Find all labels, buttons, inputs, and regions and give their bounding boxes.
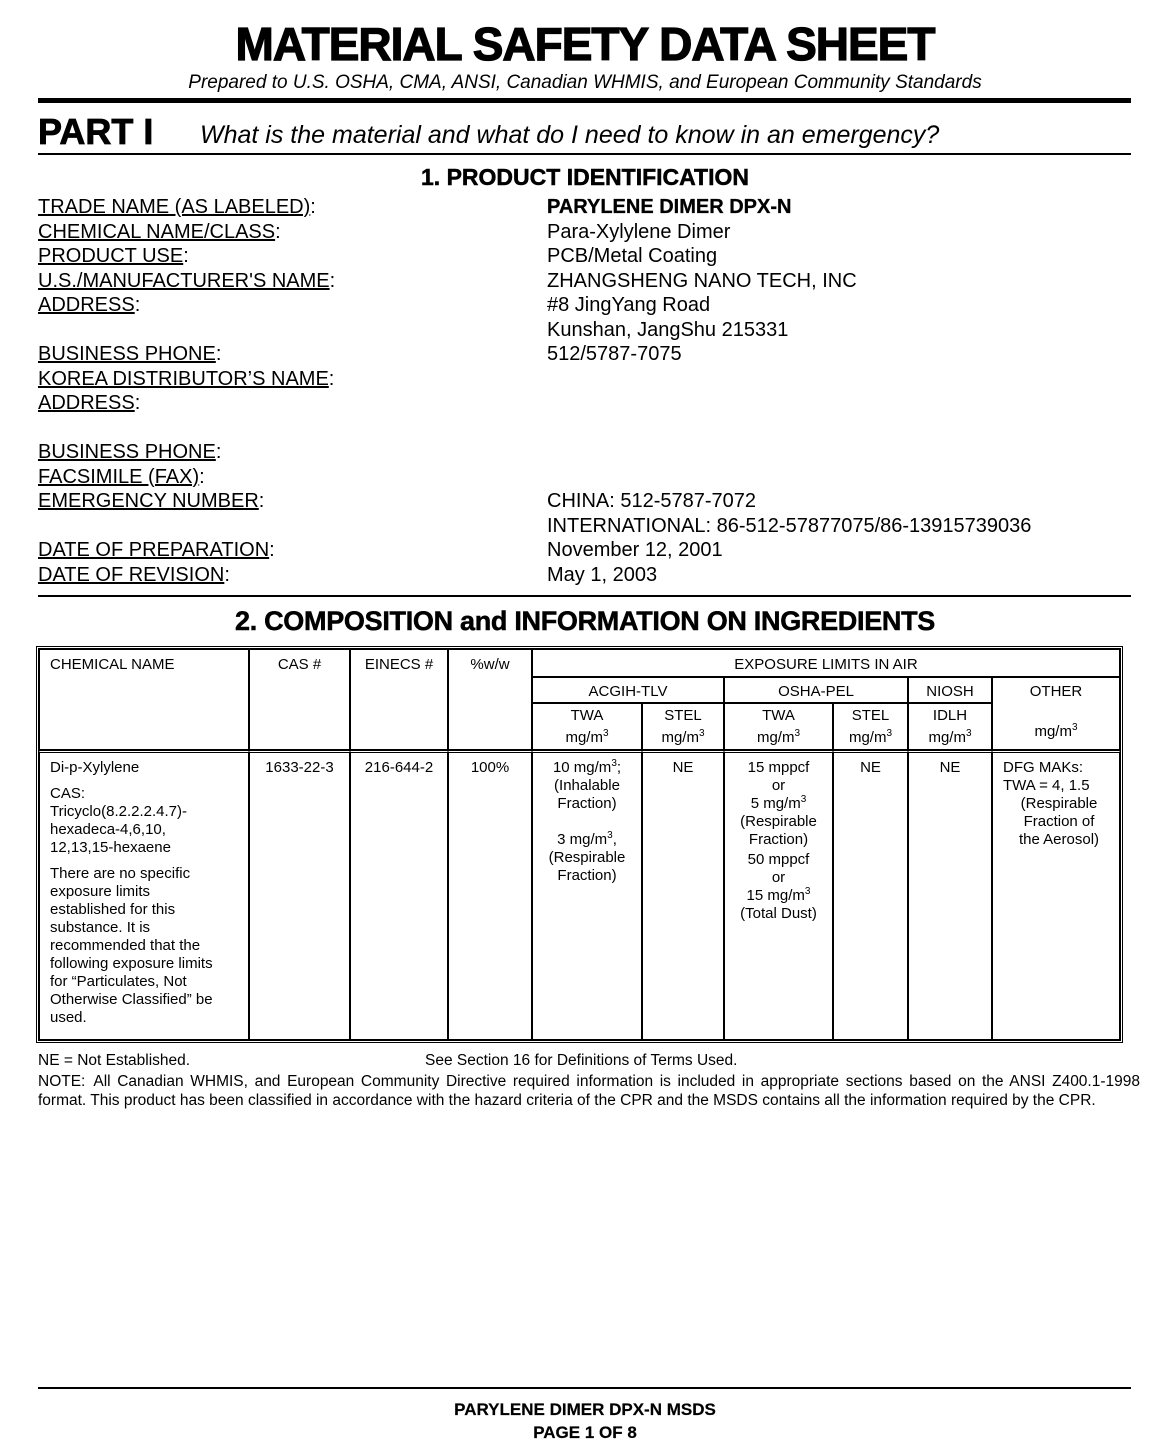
- id-row-label: BUSINESS PHONE:: [38, 343, 222, 365]
- document-title: MATERIAL SAFETY DATA SHEET: [235, 18, 935, 70]
- id-row-label: FACSIMILE (FAX):: [38, 465, 205, 488]
- id-row-value: May 1, 2003: [547, 563, 658, 586]
- id-row-value: November 12, 2001: [547, 539, 723, 561]
- part-question: What is the material and what do I need to know in an emergency?: [200, 121, 940, 149]
- id-row-value: 512/5787-7075: [547, 343, 682, 365]
- header-osha-twa: TWA $mg/m^3$: [724, 703, 833, 750]
- id-row-value: CHINA: 512-5787-7072: [547, 490, 757, 512]
- cell-acgih-twa: 10 $mg/m^3$; (Inhalable Fraction) 3 $mg/m^3$, (Respirable Fraction): [532, 750, 642, 1040]
- header-einecs: EINECS #: [350, 649, 448, 750]
- id-row: [38, 269, 1138, 294]
- document-subtitle: Prepared to U.S. OSHA, CMA, ANSI, Canadian WHMIS, and European Community Standards: [188, 72, 982, 93]
- header-osha: OSHA-PEL: [724, 677, 908, 703]
- header-osha-stel: STEL $mg/m^3$: [833, 703, 908, 750]
- id-row: [38, 244, 1138, 269]
- id-row-value: ZHANGSHENG NANO TECH, INC: [547, 269, 857, 292]
- part-label: PART I: [38, 111, 154, 152]
- id-row: [38, 514, 1138, 539]
- id-row-value: INTERNATIONAL: 86-512-57877075/86-13915739036: [547, 514, 1032, 537]
- id-row: [38, 440, 1138, 465]
- cell-einecs: 216-644-2: [350, 750, 448, 1040]
- section1-heading: 1. PRODUCT IDENTIFICATION: [421, 164, 749, 190]
- header-ww: %w/w: [448, 649, 532, 750]
- cell-acgih-stel: NE: [642, 750, 724, 1040]
- header-cas: CAS #: [249, 649, 350, 750]
- id-row: [38, 416, 1138, 441]
- id-row: [38, 391, 1138, 416]
- id-row-label: DATE OF REVISION:: [38, 563, 230, 586]
- section2-heading: 2. COMPOSITION and INFORMATION ON INGREDIENTS: [234, 606, 936, 636]
- header-chemical-name: CHEMICAL NAME: [39, 649, 249, 750]
- cell-chemical-name: Di-p-Xylylene CAS: Tricyclo(8.2.2.2.4.7)-hexadeca-4,6,10, 12,13,15-hexaene There are no specific exposure limits established for this substance. It is recommended that the following exposure limits for “Particulates, Not Otherwise Classified” be used.: [39, 750, 249, 1040]
- ne-note: NE = Not Established.: [38, 1052, 191, 1069]
- id-row-label: CHEMICAL NAME/CLASS:: [38, 220, 281, 243]
- part-rule: [38, 153, 1131, 155]
- cell-osha-stel: NE: [833, 750, 908, 1040]
- id-row-value: #8 JingYang Road: [547, 294, 711, 316]
- id-row: [38, 367, 1138, 392]
- id-row-label: TRADE NAME (AS LABELED):: [38, 196, 316, 218]
- cell-ww: 100%: [448, 750, 532, 1040]
- id-row-value: Kunshan, JangShu 215331: [547, 318, 789, 341]
- footer-rule: [38, 1387, 1131, 1389]
- id-row: [38, 489, 1138, 514]
- footer-page-number: PAGE 1 OF 8: [533, 1423, 637, 1442]
- cell-niosh-idlh: NE: [908, 750, 992, 1040]
- composition-table: [36, 646, 1123, 1043]
- cell-other: DFG MAKs: TWA = 4, 1.5 (Respirable Fraction of the Aerosol): [992, 750, 1120, 1040]
- table-row: [39, 750, 1120, 1040]
- id-row: [38, 563, 1138, 588]
- definitions-note: See Section 16 for Definitions of Terms Used.: [425, 1052, 738, 1069]
- id-row: [38, 220, 1138, 245]
- id-row-value: Para-Xylylene Dimer: [547, 220, 731, 243]
- id-row: [38, 318, 1138, 343]
- id-row-label: ADDRESS:: [38, 294, 141, 316]
- top-rule: [38, 98, 1131, 103]
- cell-cas: 1633-22-3: [249, 750, 350, 1040]
- cell-osha-twa: 15 mppcf or 5 $mg/m^3$ (Respirable Fraction) 50 mppcf or 15 $mg/m^3$ (Total Dust): [724, 750, 833, 1040]
- id-row-label: DATE OF PREPARATION:: [38, 539, 275, 561]
- id-row-label: EMERGENCY NUMBER:: [38, 490, 265, 512]
- footer-document-name: PARYLENE DIMER DPX-N MSDS: [454, 1400, 716, 1419]
- header-exposure-limits: EXPOSURE LIMITS IN AIR: [532, 649, 1120, 677]
- id-row-label: BUSINESS PHONE:: [38, 441, 222, 463]
- id-row-label: U.S./MANUFACTURER'S NAME:: [38, 269, 336, 292]
- header-acgih: ACGIH-TLV: [532, 677, 724, 703]
- id-row-value: PARYLENE DIMER DPX-N: [547, 196, 792, 218]
- header-niosh: NIOSH: [908, 677, 992, 703]
- id-row: [38, 342, 1138, 367]
- section2-rule: [38, 595, 1131, 597]
- header-other: OTHER $mg/m^3$: [992, 677, 1120, 750]
- header-acgih-twa: TWA $mg/m^3$: [532, 703, 642, 750]
- id-row-label: PRODUCT USE:: [38, 245, 189, 267]
- id-row: [38, 538, 1138, 563]
- id-row-label: KOREA DISTRIBUTOR’S NAME:: [38, 367, 335, 390]
- id-row: [38, 293, 1138, 318]
- header-niosh-idlh: IDLH $mg/m^3$: [908, 703, 992, 750]
- compliance-note: NOTE: All Canadian WHMIS, and European Community Directive required information is included in appropriate sections based on the ANSI Z400.1-1998 format. This product has been classified in accordance with the hazard criteria of the CPR and the MSDS contains all the information required by the CPR.: [38, 1073, 1140, 1109]
- id-row: [38, 465, 1138, 490]
- id-row-value: PCB/Metal Coating: [547, 245, 718, 267]
- id-row: [38, 195, 1138, 220]
- id-row-label: ADDRESS:: [38, 392, 141, 414]
- header-acgih-stel: STEL $mg/m^3$: [642, 703, 724, 750]
